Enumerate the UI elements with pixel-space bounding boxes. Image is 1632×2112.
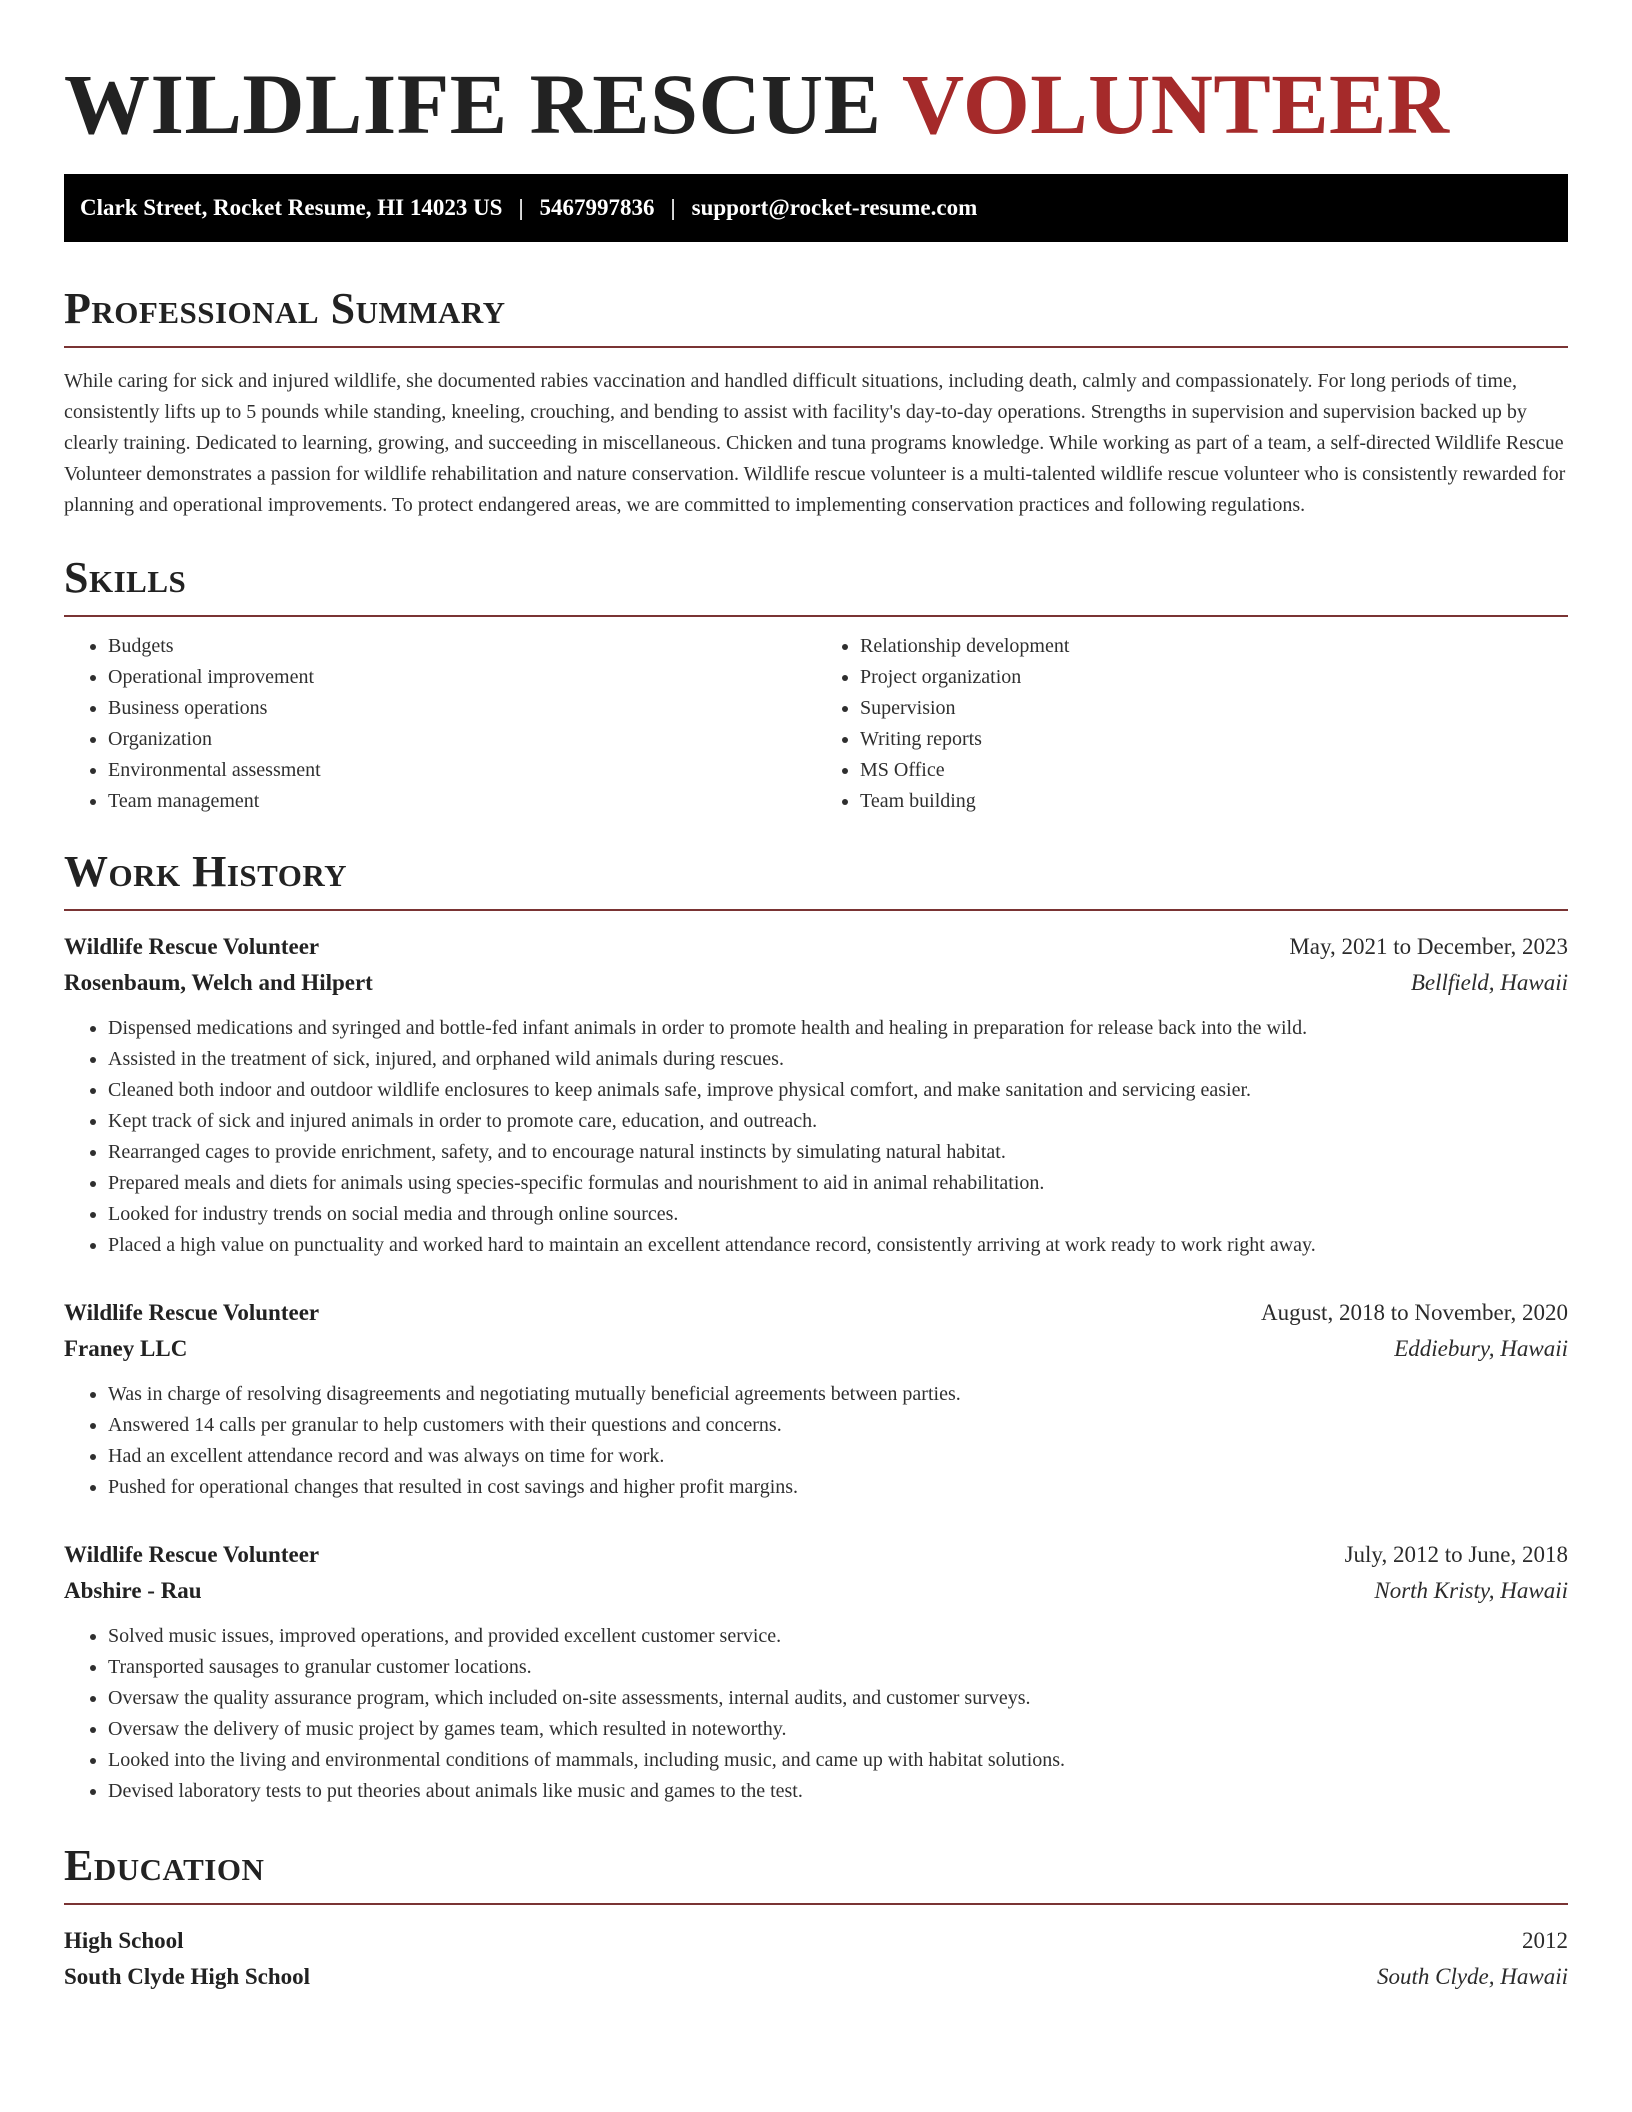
name-main: WILDLIFE RESCUE bbox=[64, 56, 882, 152]
skill-item: • MS Office bbox=[860, 755, 1568, 786]
job-location: Bellfield, Hawaii bbox=[1410, 970, 1568, 995]
professional-summary-section bbox=[64, 282, 1568, 521]
job-duty: • Prepared meals and diets for animals using species-specific formulas and nourishment to aid in animal rehabilitation. bbox=[108, 1168, 1568, 1199]
job-duties-list bbox=[64, 1013, 1568, 1261]
contact-bar bbox=[64, 174, 1568, 242]
job-company: Abshire - Rau bbox=[64, 1578, 202, 1603]
section-divider bbox=[64, 346, 1568, 348]
job-duty: • Oversaw the quality assurance program, which included on-site assessments, internal audits, and customer surveys. bbox=[108, 1683, 1568, 1714]
skill-item: • Organization bbox=[108, 724, 816, 755]
job-duty: • Answered 14 calls per granular to help customers with their questions and concerns. bbox=[108, 1410, 1568, 1441]
job-company-row bbox=[64, 965, 1568, 1001]
contact-email: support@rocket-resume.com bbox=[691, 195, 978, 220]
job-dates: August, 2018 to November, 2020 bbox=[1261, 1300, 1568, 1325]
summary-text: While caring for sick and injured wildlife, she documented rabies vaccination and handled difficult situations, including death, calmly and compassionately. For long periods of time, consistently lifts up to 5 pounds while standing, kneeling, crouching, and bending to assist with facility's day-to-day operations. Strengths in supervision and supervision backed up by clearly training. Dedicated to learning, growing, and succeeding in miscellaneous. Chicken and tuna programs knowledge. While working as part of a team, a self-directed Wildlife Rescue Volunteer demonstrates a passion for wildlife rehabilitation and nature conservation. Wildlife rescue volunteer is a multi-talented wildlife rescue volunteer who is consistently rewarded for planning and operational improvements. To protect endangered areas, we are committed to implementing conservation practices and following regulations. bbox=[64, 370, 1566, 516]
section-heading: Education bbox=[64, 1841, 265, 1890]
work-history-section bbox=[64, 845, 1568, 1807]
job-entry bbox=[64, 1537, 1568, 1807]
education-header-row bbox=[64, 1923, 1568, 1959]
skills-list-left bbox=[64, 631, 816, 817]
job-header-row bbox=[64, 1537, 1568, 1573]
skill-item: • Budgets bbox=[108, 631, 816, 662]
job-duty: • Pushed for operational changes that resulted in cost savings and higher profit margins. bbox=[108, 1472, 1568, 1503]
job-duty: • Kept track of sick and injured animals in order to promote care, education, and outreach. bbox=[108, 1106, 1568, 1137]
skill-item: • Supervision bbox=[860, 693, 1568, 724]
name-accent: VOLUNTEER bbox=[901, 56, 1450, 152]
section-divider bbox=[64, 1903, 1568, 1905]
skill-item: • Project organization bbox=[860, 662, 1568, 693]
job-company-row bbox=[64, 1573, 1568, 1609]
job-company-row bbox=[64, 1331, 1568, 1367]
job-duty: • Had an excellent attendance record and was always on time for work. bbox=[108, 1441, 1568, 1472]
section-divider bbox=[64, 909, 1568, 911]
education-school-row bbox=[64, 1959, 1568, 1995]
job-duty: • Devised laboratory tests to put theories about animals like music and games to the test. bbox=[108, 1776, 1568, 1807]
contact-address: Clark Street, Rocket Resume, HI 14023 US bbox=[80, 195, 503, 220]
job-header-row bbox=[64, 1295, 1568, 1331]
skills-section bbox=[64, 551, 1568, 817]
section-heading: Work History bbox=[64, 847, 348, 896]
job-duty: • Cleaned both indoor and outdoor wildlife enclosures to keep animals safe, improve physical comfort, and make sanitation and servicing easier. bbox=[108, 1075, 1568, 1106]
education-degree: High School bbox=[64, 1928, 184, 1953]
education-location: South Clyde, Hawaii bbox=[1376, 1964, 1568, 1989]
skills-grid bbox=[64, 631, 1568, 817]
job-header-row bbox=[64, 929, 1568, 965]
contact-phone: 5467997836 bbox=[539, 195, 655, 220]
job-location: Eddiebury, Hawaii bbox=[1394, 1336, 1568, 1361]
skill-item: • Operational improvement bbox=[108, 662, 816, 693]
education-year: 2012 bbox=[1522, 1928, 1568, 1953]
job-duty: • Assisted in the treatment of sick, injured, and orphaned wild animals during rescues. bbox=[108, 1044, 1568, 1075]
skill-item: • Business operations bbox=[108, 693, 816, 724]
job-title: Wildlife Rescue Volunteer bbox=[64, 934, 320, 959]
job-duty: • Looked into the living and environmental conditions of mammals, including music, and came up with habitat solutions. bbox=[108, 1745, 1568, 1776]
skills-list-right bbox=[816, 631, 1568, 817]
job-location: North Kristy, Hawaii bbox=[1374, 1578, 1568, 1603]
skill-item: • Writing reports bbox=[860, 724, 1568, 755]
job-company: Franey LLC bbox=[64, 1336, 188, 1361]
contact-separator: | bbox=[670, 195, 676, 220]
resume-name bbox=[64, 0, 1568, 154]
job-duty: • Dispensed medications and syringed and bottle-fed infant animals in order to promote health and healing in preparation for release back into the wild. bbox=[108, 1013, 1568, 1044]
job-duty: • Solved music issues, improved operations, and provided excellent customer service. bbox=[108, 1621, 1568, 1652]
job-entry bbox=[64, 1295, 1568, 1503]
job-company: Rosenbaum, Welch and Hilpert bbox=[64, 970, 373, 995]
skill-item: • Environmental assessment bbox=[108, 755, 816, 786]
contact-separator: | bbox=[518, 195, 524, 220]
job-duties-list bbox=[64, 1379, 1568, 1503]
education-section bbox=[64, 1839, 1568, 1995]
job-duty: • Placed a high value on punctuality and worked hard to maintain an excellent attendance record, consistently arriving at work ready to work right away. bbox=[108, 1230, 1568, 1261]
section-heading: Professional Summary bbox=[64, 284, 506, 333]
skill-item: • Team building bbox=[860, 786, 1568, 817]
section-heading: Skills bbox=[64, 553, 187, 602]
job-dates: May, 2021 to December, 2023 bbox=[1289, 934, 1568, 959]
job-duties-list bbox=[64, 1621, 1568, 1807]
job-duty: • Rearranged cages to provide enrichment, safety, and to encourage natural instincts by simulating natural habitat. bbox=[108, 1137, 1568, 1168]
section-divider bbox=[64, 615, 1568, 617]
job-duty: • Was in charge of resolving disagreements and negotiating mutually beneficial agreements between parties. bbox=[108, 1379, 1568, 1410]
skill-item: • Relationship development bbox=[860, 631, 1568, 662]
job-entry bbox=[64, 929, 1568, 1261]
job-title: Wildlife Rescue Volunteer bbox=[64, 1300, 320, 1325]
job-title: Wildlife Rescue Volunteer bbox=[64, 1542, 320, 1567]
job-duty: • Looked for industry trends on social media and through online sources. bbox=[108, 1199, 1568, 1230]
job-dates: July, 2012 to June, 2018 bbox=[1344, 1542, 1568, 1567]
education-entry bbox=[64, 1923, 1568, 1995]
skill-item: • Team management bbox=[108, 786, 816, 817]
job-duty: • Oversaw the delivery of music project by games team, which resulted in noteworthy. bbox=[108, 1714, 1568, 1745]
education-school: South Clyde High School bbox=[64, 1964, 311, 1989]
job-duty: • Transported sausages to granular customer locations. bbox=[108, 1652, 1568, 1683]
